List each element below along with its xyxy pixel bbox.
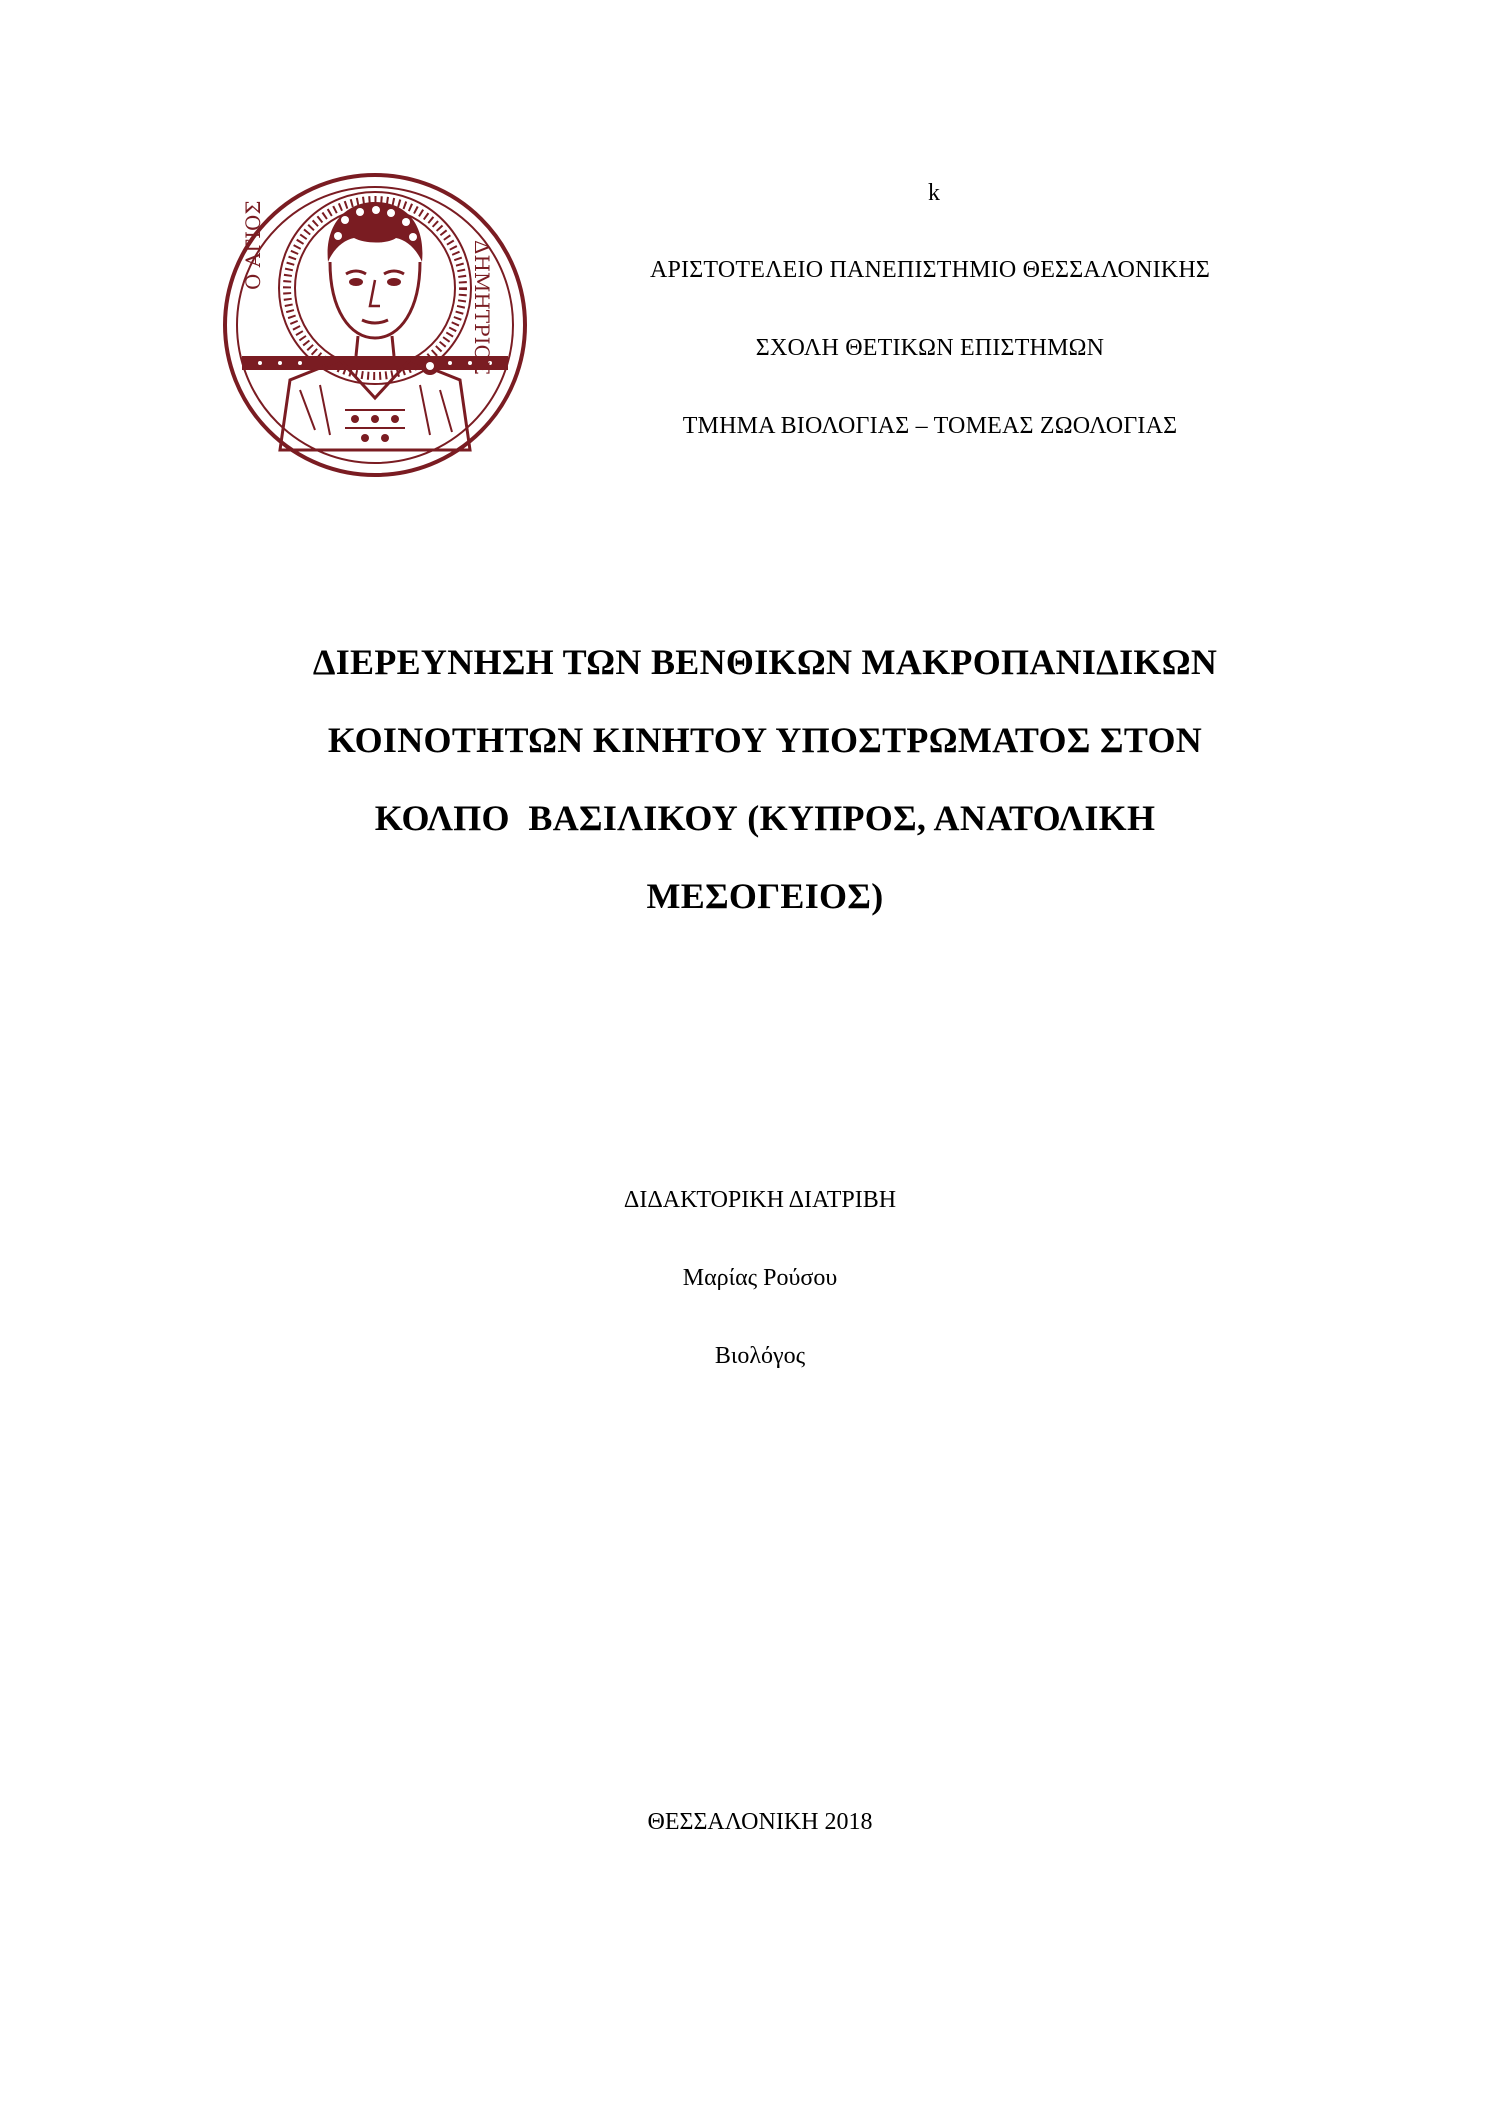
title-line: ΔΙΕΡΕΥΝΗΣΗ ΤΩΝ ΒΕΝΘΙΚΩΝ ΜΑΚΡΟΠΑΝΙΔΙΚΩΝ	[312, 642, 1218, 682]
institution-header	[600, 255, 1260, 489]
title-line: ΚΟΛΠΟ ΒΑΣΙΛΙΚΟΥ (ΚΥΠΡΟΣ, ΑΝΑΤΟΛΙΚΗ	[374, 798, 1156, 838]
svg-text:ΔΗΜΗΤΡΙΟΣ: ΔΗΜΗΤΡΙΟΣ	[470, 240, 494, 376]
university-name: ΑΡΙΣΤΟΤΕΛΕΙΟ ΠΑΝΕΠΙΣΤΗΜΙΟ ΘΕΣΣΑΛΟΝΙΚΗΣ	[649, 257, 1211, 283]
document-type: ΔΙΔΑΚΤΟΡΙΚΗ ΔΙΑΤΡΙΒΗ	[623, 1187, 897, 1213]
author-name: Μαρίας Ρούσου	[682, 1265, 838, 1291]
school-name: ΣΧΟΛΗ ΘΕΤΙΚΩΝ ΕΠΙΣΤΗΜΩΝ	[755, 335, 1105, 361]
title-line: ΜΕΣΟΓΕΙΟΣ)	[646, 876, 884, 916]
author-profession: Βιολόγος	[714, 1343, 806, 1369]
thesis-meta	[460, 1185, 1060, 1419]
university-seal-icon	[220, 170, 530, 480]
thesis-title	[160, 640, 1370, 952]
title-line: ΚΟΙΝΟΤΗΤΩΝ ΚΙΝΗΤΟΥ ΥΠΟΣΤΡΩΜΑΤΟΣ ΣΤΟΝ	[327, 720, 1203, 760]
place-year: ΘΕΣΣΑΛΟΝΙΚΗ 2018	[647, 1809, 873, 1835]
stray-mark: k	[928, 180, 940, 206]
department-name: ΤΜΗΜΑ ΒΙΟΛΟΓΙΑΣ – ΤΟΜΕΑΣ ΖΩΟΛΟΓΙΑΣ	[682, 413, 1178, 439]
svg-text:Ο ΑΓΙΟΣ: Ο ΑΓΙΟΣ	[241, 200, 265, 290]
